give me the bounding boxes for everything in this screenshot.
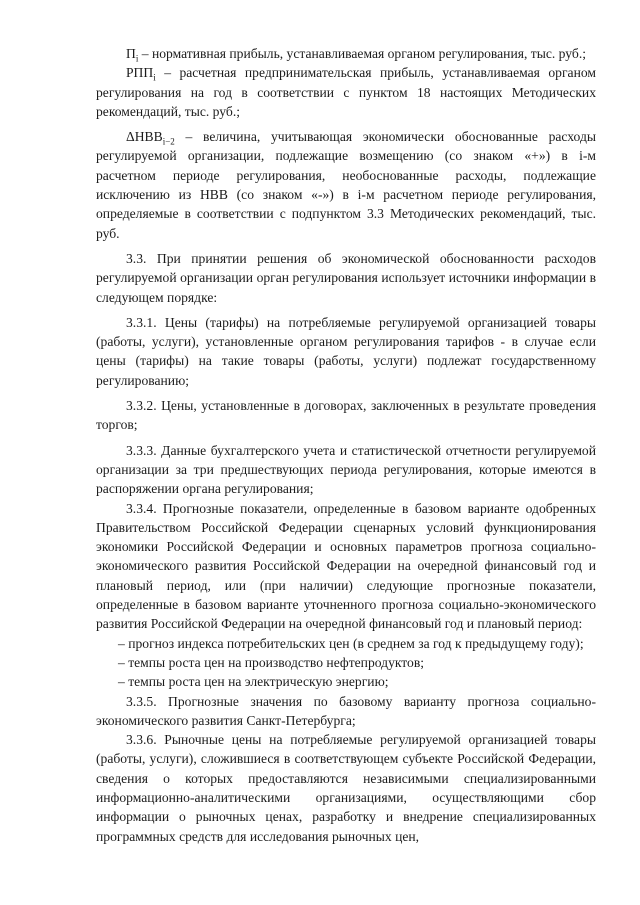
paragraph-3-3-3: 3.3.3. Данные бухгалтерского учета и статистической отчетности регулируемой организации за три предшествующих периода регулирования, которые имеются в распоряжении органа регулирования; <box>96 442 596 497</box>
list-item: – темпы роста цен на электрическую энергию; <box>118 674 389 690</box>
paragraph-3-3-4: 3.3.4. Прогнозные показатели, определенные в базовом варианте одобренных Правительством Российской Федерации сценарных условий функционирования экономики Российской Федерации и основных параметров прогноза социально-экономического развития Российской Федерации на очередной финансовый год и плановый период, или (при наличии) следующие прогнозные показатели, определенные в базовом варианте уточненного прогноза социально-экономического развития Российской Федерации на очередной финансовый год и плановый период: <box>96 500 596 632</box>
paragraph-3-3-6: 3.3.6. Рыночные цены на потребляемые регулируемой организацией товары (работы, услуги), сложившиеся в соответствующем субъекте Российской Федерации, сведения о которых предоставляются независимыми специализированными информационно-аналитическими организациями, осуществляющими сбор информации о рыночных ценах, разработку и внедрение специализированных программных средств для исследования рыночных цен, <box>96 732 596 844</box>
definition-text: – величина, учитывающая экономически обоснованные расходы регулируемой организации, подлежащие возмещению (со знаком «+») в i-м расчетном периоде регулирования, необоснованные расходы, подлежащие исключению из НВВ (со знаком «-») в i-м расчетном периоде регулирования, определяемые в соответствии с подпунктом 3.3 Методических рекомендаций, тыс. руб. <box>96 129 596 241</box>
definition-entrepreneurial-profit <box>96 63 596 121</box>
subscript-i: i <box>153 73 156 84</box>
symbol-rpp: РПП <box>126 65 154 81</box>
definition-delta-nvv <box>96 127 596 243</box>
definition-profit <box>96 44 596 63</box>
list-item: – прогноз индекса потребительских цен (в среднем за год к предыдущему году); <box>118 635 584 651</box>
definition-text: – расчетная предпринимательская прибыль, устанавливаемая органом регулирования на год в соответствии с пунктом 18 настоящих Методических рекомендаций, тыс. руб.; <box>96 65 596 119</box>
paragraph-3-3-1: 3.3.1. Цены (тарифы) на потребляемые регулируемой организацией товары (работы, услуги), установленные органом регулирования тарифов - в случае если цены (тарифы) на такие товары (работы, услуги) подлежат государственному регулированию; <box>96 314 596 388</box>
symbol-p: П <box>126 46 136 61</box>
symbol-delta-nvv: ΔНВВ <box>126 129 163 145</box>
subscript-i: i <box>135 53 139 64</box>
subscript-i-2: i−2 <box>162 136 175 147</box>
definition-text: – нормативная прибыль, устанавливаемая органом регулирования, тыс. руб.; <box>138 46 587 61</box>
document-page <box>96 44 596 846</box>
paragraph-3-3-2: 3.3.2. Цены, установленные в договорах, заключенных в результате проведения торгов; <box>96 398 596 433</box>
paragraph-3-3: 3.3. При принятии решения об экономической обоснованности расходов регулируемой организации орган регулирования использует источники информации в следующем порядке: <box>96 250 596 305</box>
paragraph-3-3-5: 3.3.5. Прогнозные значения по базовому варианту прогноза социально-экономического развития Санкт-Петербурга; <box>96 693 596 728</box>
list-item: – темпы роста цен на производство нефтепродуктов; <box>118 654 425 670</box>
